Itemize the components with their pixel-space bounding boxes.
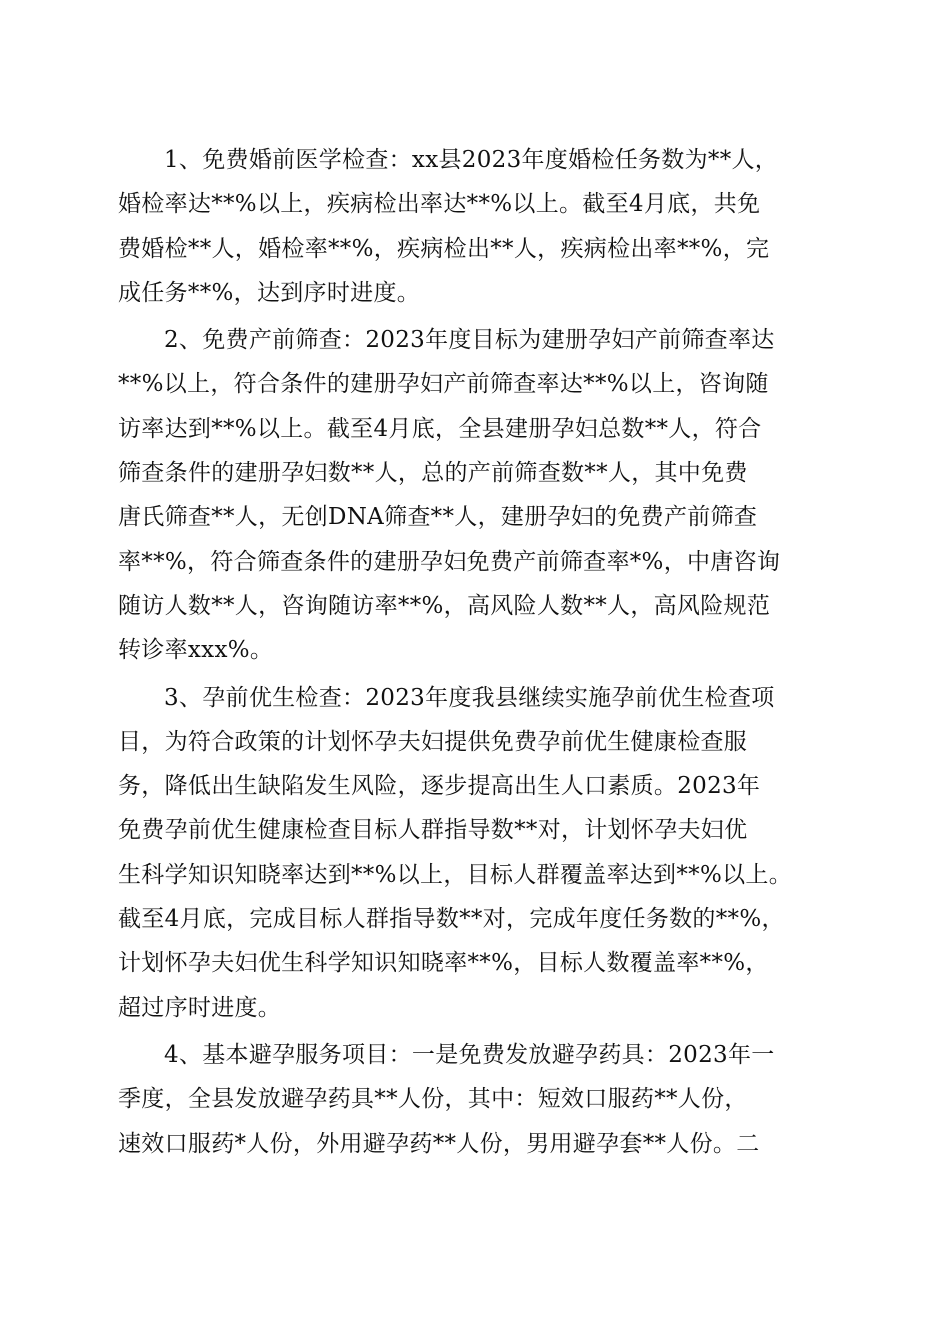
text-line: 生科学知识知晓率达到**%以上，目标人群覆盖率达到**%以上。 [118,861,793,888]
paragraph-contraception-service [118,1033,830,1166]
text-line: 费婚检**人，婚检率**%，疾病检出**人，疾病检出率**%，完 [118,235,770,262]
paragraph-prenatal-screening [118,318,830,672]
text-line: 截至4月底，完成目标人群指导数**对，完成年度任务数的**%， [118,906,785,933]
text-line: 3、孕前优生检查：2023年度我县继续实施孕前优生检查项 [164,684,775,711]
text-line: 2、免费产前筛查：2023年度目标为建册孕妇产前筛查率达 [164,327,775,354]
text-line: 4、基本避孕服务项目：一是免费发放避孕药具：2023年一 [164,1041,775,1068]
text-line: 率**%，符合筛查条件的建册孕妇免费产前筛查率*%，中唐咨询 [118,548,781,575]
paragraph-premarital-exam [118,138,830,315]
text-line: 唐氏筛查**人，无创DNA筛查**人，建册孕妇的免费产前筛查 [118,504,758,531]
text-line: 婚检率达**%以上，疾病检出率达**%以上。截至4月底，共免 [118,191,761,218]
text-line: 成任务**%，达到序时进度。 [118,279,421,306]
text-line: 目，为符合政策的计划怀孕夫妇提供免费孕前优生健康检查服 [118,728,748,755]
text-line: 速效口服药*人份，外用避孕药**人份，男用避孕套**人份。二 [118,1130,760,1157]
text-line: 免费孕前优生健康检查目标人群指导数**对，计划怀孕夫妇优 [118,817,748,844]
text-line: **%以上，符合条件的建册孕妇产前筛查率达**%以上，咨询随 [118,371,769,398]
text-line: 务，降低出生缺陷发生风险，逐步提高出生人口素质。2023年 [118,773,761,800]
text-line: 转诊率xxx%。 [118,637,274,664]
text-line: 筛查条件的建册孕妇数**人，总的产前筛查数**人，其中免费 [118,460,748,487]
text-line: 计划怀孕夫妇优生科学知识知晓率**%，目标人数覆盖率**%， [118,950,769,977]
text-line: 访率达到**%以上。截至4月底，全县建册孕妇总数**人，符合 [118,415,762,442]
document-body [118,138,830,1166]
text-line: 1、免费婚前医学检查：xx县2023年度婚检任务数为**人， [164,147,779,173]
paragraph-preconception-exam [118,676,830,1030]
text-line: 随访人数**人，咨询随访率**%，高风险人数**人，高风险规范 [118,592,771,619]
text-line: 超过序时进度。 [118,994,282,1021]
text-line: 季度，全县发放避孕药具**人份，其中：短效口服药**人份， [118,1086,748,1113]
